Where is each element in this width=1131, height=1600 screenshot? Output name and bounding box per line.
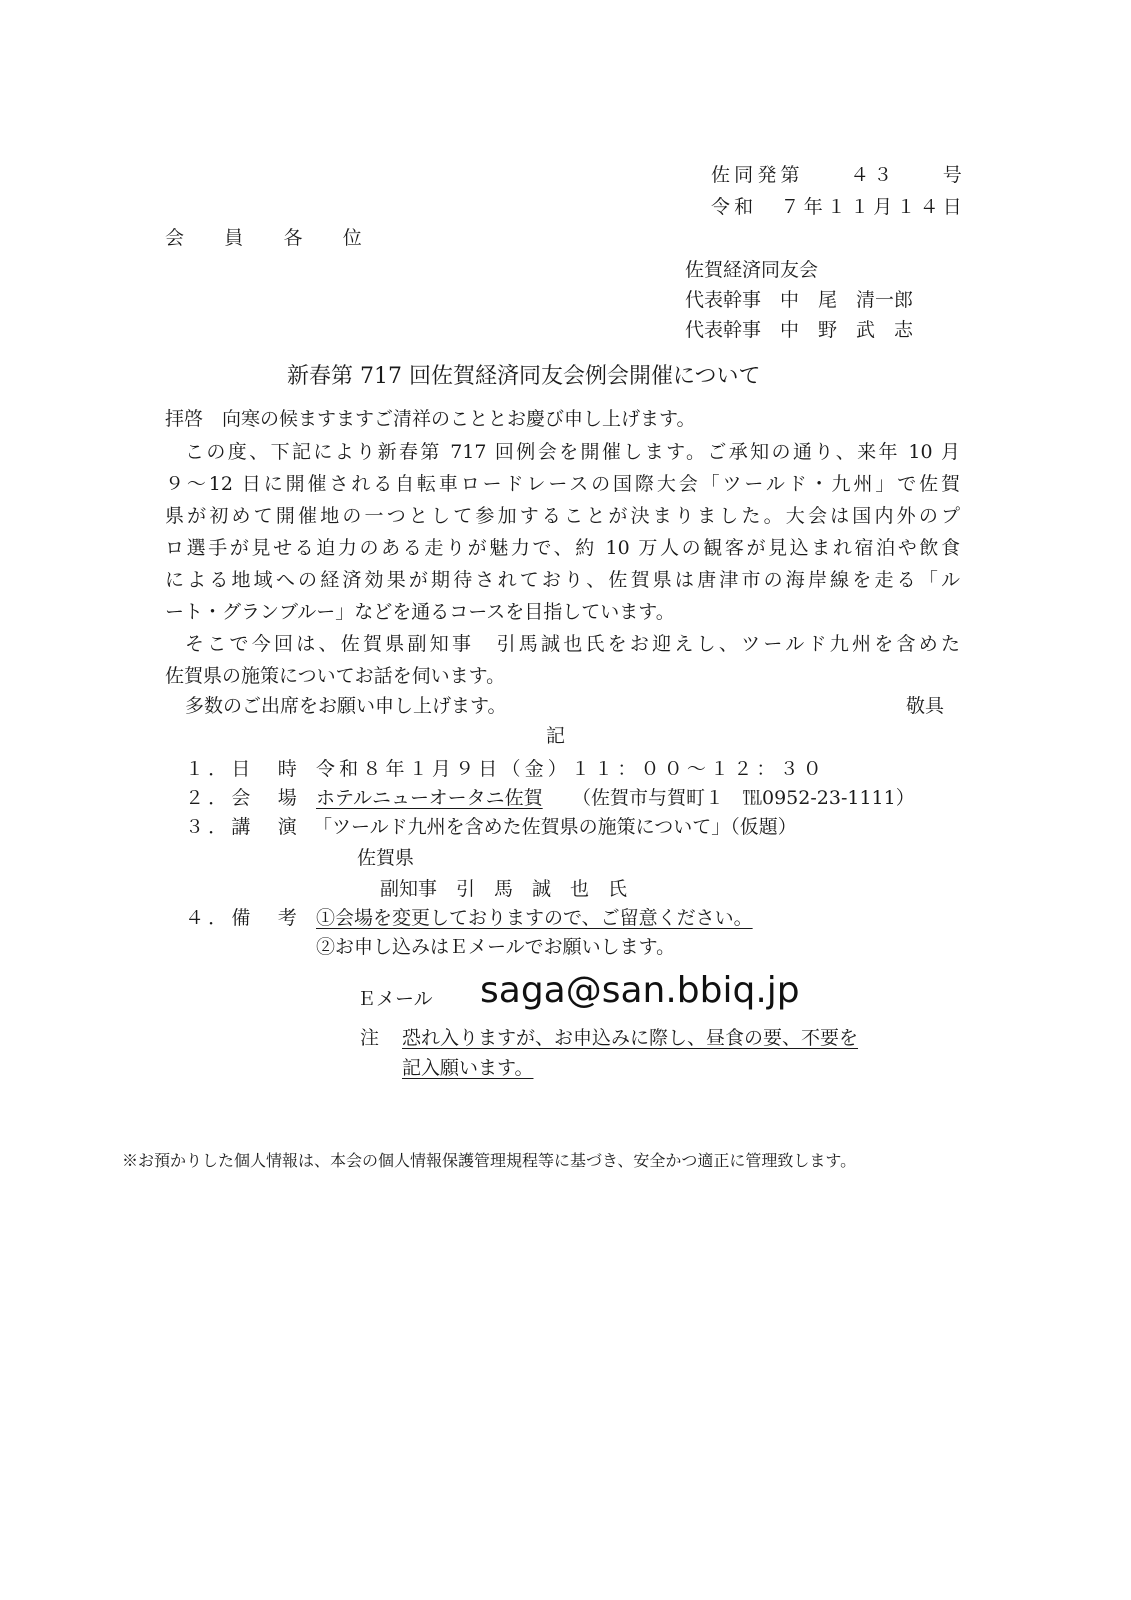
speaker-organization: 佐賀県	[357, 847, 415, 869]
item-1-datetime: 令和８年１月９日（金）１１：００～１２：３０	[316, 758, 826, 780]
body-line: 県が初めて開催地の一つとして参加することが決まりました。大会は国内外のプ	[165, 505, 960, 527]
body-line: による地域への経済効果が期待されており、佐賀県は唐津市の海岸線を走る「ル	[165, 569, 960, 591]
item-4-label: ４．備 考	[185, 907, 301, 929]
addressee: 会 員 各 位	[165, 227, 379, 249]
request-line: 多数のご出席をお願い申し上げます。	[185, 695, 507, 717]
sender-representative-2: 代表幹事 中 野 武 志	[685, 319, 914, 341]
remark-2: ②お申し込みはＥメールでお願いします。	[316, 936, 676, 958]
speaker-name: 副知事 引 馬 誠 也 氏	[380, 878, 628, 900]
item-1-label: １．日 時	[185, 758, 301, 780]
note-label: 注	[360, 1027, 380, 1049]
issue-date: 令和 ７年１１月１４日	[711, 196, 966, 218]
document-number: 佐同発第 ４３ 号	[711, 164, 966, 186]
remark-1: ①会場を変更しておりますので、ご留意ください。	[316, 907, 753, 929]
item-2-label: ２．会 場	[185, 787, 301, 809]
closing: 敬具	[906, 695, 945, 717]
sender-organization: 佐賀経済同友会	[685, 259, 819, 281]
body-line: そこで今回は、佐賀県副知事 引馬誠也氏をお迎えし、ツールド九州を含めた	[185, 633, 960, 655]
body-line: 佐賀県の施策についてお話を伺います。	[165, 665, 506, 687]
note-line-2: 記入願います。	[402, 1057, 534, 1079]
item-2-venue: ホテルニューオータニ佐賀	[316, 787, 543, 809]
document-title: 新春第 717 回佐賀経済同友会例会開催について	[287, 364, 761, 389]
email-address: saga@san.bbiq.jp	[480, 970, 800, 1011]
privacy-footer-note: ※お預かりした個人情報は、本会の個人情報保護管理規程等に基づき、安全かつ適正に管理致します。	[122, 1151, 857, 1170]
body-line: ９～12 日に開催される自転車ロードレースの国際大会「ツールド・九州」で佐賀	[165, 473, 960, 495]
note-line-1: 恐れ入りますが、お申込みに際し、昼食の要、不要を	[402, 1027, 859, 1049]
ki-heading: 記	[546, 725, 566, 747]
item-3-label: ３．講 演	[185, 816, 301, 838]
greeting: 拝啓 向寒の候ますますご清祥のこととお慶び申し上げます。	[165, 408, 696, 430]
body-line: この度、下記により新春第 717 回例会を開催します。ご承知の通り、来年 10 月	[185, 441, 960, 463]
item-2-address: （佐賀市与賀町１ ℡0952-23-1111）	[572, 787, 915, 809]
body-line: ロ選手が見せる迫力のある走りが魅力で、約 10 万人の観客が見込まれ宿泊や飲食	[165, 537, 960, 559]
email-label: Ｅメール	[357, 988, 433, 1010]
sender-representative-1: 代表幹事 中 尾 清一郎	[685, 289, 914, 311]
body-line: ート・グランブルー」などを通るコースを目指しています。	[165, 601, 675, 623]
item-3-lecture-title: 「ツールド九州を含めた佐賀県の施策について」（仮題）	[313, 816, 797, 838]
